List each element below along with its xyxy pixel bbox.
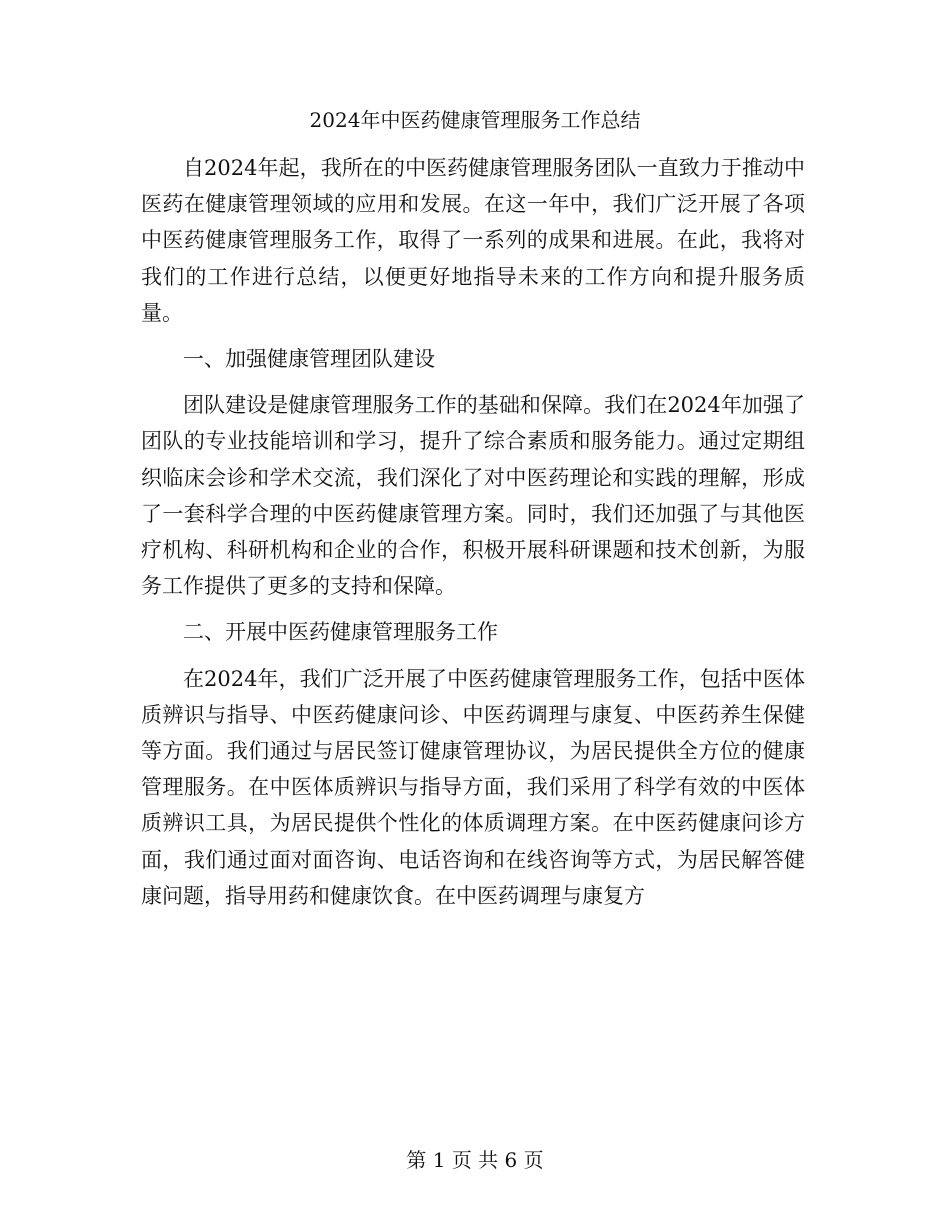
- page-number: 第 1 页 共 6 页: [406, 1148, 544, 1172]
- section-heading-team: 一、加强健康管理团队建设: [183, 347, 435, 372]
- page-footer: [0, 1146, 950, 1174]
- paragraph-intro: 自2024年起，我所在的中医药健康管理服务团队一直致力于推动中医药在健康管理领域的应用和发展。在这一年中，我们广泛开展了各项中医药健康管理服务工作，取得了一系列的成果和进展。在此，我将对我们的工作进行总结，以便更好地指导未来的工作方向和提升服务质量。: [141, 156, 805, 325]
- section-heading-services: 二、开展中医药健康管理服务工作: [183, 620, 498, 645]
- paragraph-team: 团队建设是健康管理服务工作的基础和保障。我们在2024年加强了团队的专业技能培训和学习，提升了综合素质和服务能力。通过定期组织临床会诊和学术交流，我们深化了对中医药理论和实践的理解，形成了一套科学合理的中医药健康管理方案。同时，我们还加强了与其他医疗机构、科研机构和企业的合作，积极开展科研课题和技术创新，为服务工作提供了更多的支持和保障。: [141, 393, 805, 599]
- paragraph-services: 在2024年，我们广泛开展了中医药健康管理服务工作，包括中医体质辨识与指导、中医药健康问诊、中医药调理与康复、中医药养生保健等方面。我们通过与居民签订健康管理协议，为居民提供全方位的健康管理服务。在中医体质辨识与指导方面，我们采用了科学有效的中医体质辨识工具，为居民提供个性化的体质调理方案。在中医药健康问诊方面，我们通过面对面咨询、电话咨询和在线咨询等方式，为居民解答健康问题，指导用药和健康饮食。在中医药调理与康复方: [141, 666, 805, 908]
- document-title: 2024年中医药健康管理服务工作总结: [309, 108, 641, 132]
- document-body: [141, 150, 805, 924]
